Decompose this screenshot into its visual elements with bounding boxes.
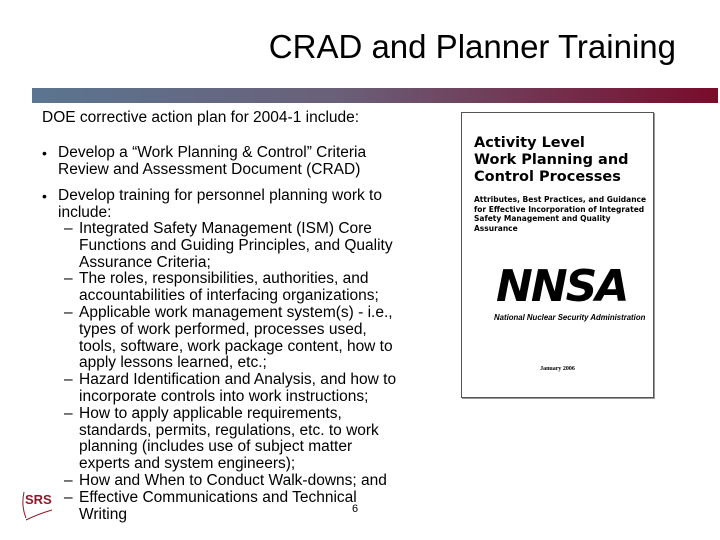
page-number: 6 bbox=[352, 503, 359, 515]
bullet-line: Develop training for personnel planning work to bbox=[58, 187, 382, 204]
bullet-line: include: bbox=[58, 203, 112, 221]
sub-item-line: How and When to Conduct Walk-downs; and bbox=[79, 471, 387, 489]
sub-item-line: Effective Communications and Technical bbox=[79, 488, 357, 506]
document-cover-image bbox=[461, 112, 654, 398]
sub-item-line: How to apply applicable requirements, bbox=[79, 404, 342, 422]
intro-text: DOE corrective action plan for 2004-1 include: bbox=[42, 109, 360, 126]
srs-logo: SRS bbox=[20, 488, 54, 524]
sub-item-line: Integrated Safety Management (ISM) Core bbox=[79, 220, 372, 237]
title-divider-bar bbox=[32, 88, 718, 103]
sub-item-line: standards, permits, regulations, etc. to work bbox=[79, 421, 379, 439]
sub-item bbox=[64, 372, 444, 406]
dash-icon: – bbox=[64, 404, 73, 422]
sub-item-line: tools, software, work package content, how to bbox=[79, 337, 393, 355]
bullet-icon: • bbox=[42, 188, 47, 204]
dash-icon: – bbox=[64, 270, 73, 288]
document-date: January 2006 bbox=[540, 366, 575, 372]
sub-item bbox=[64, 490, 444, 524]
bullet-line: Develop a “Work Planning & Control” Criteria bbox=[58, 144, 367, 161]
sub-item-line: apply lessons learned, etc.; bbox=[79, 354, 267, 372]
bullet-crad bbox=[42, 145, 442, 179]
document-subtitle: Attributes, Best Practices, and Guidance for Effective Incorporation of Integrated Safety Management and Quality Assurance bbox=[474, 195, 647, 233]
sub-item-line: planning (includes use of subject matter bbox=[79, 438, 353, 456]
nnsa-logo: NNSA bbox=[496, 261, 628, 312]
dash-icon: – bbox=[64, 371, 73, 389]
sub-item bbox=[64, 271, 444, 305]
dash-icon: – bbox=[64, 303, 73, 321]
sub-item bbox=[64, 305, 444, 372]
sub-item bbox=[64, 406, 444, 473]
sub-item bbox=[64, 473, 444, 490]
document-heading: Activity Level Work Planning and Control Processes bbox=[474, 135, 629, 185]
sub-item-line: types of work performed, processes used, bbox=[79, 320, 367, 338]
sub-item-line: Applicable work management system(s) - i.e., bbox=[79, 303, 393, 321]
sub-item-line: The roles, responsibilities, authorities, and bbox=[79, 270, 369, 288]
document-org: National Nuclear Security Administration bbox=[494, 313, 646, 322]
training-subitems bbox=[64, 221, 444, 523]
sub-item-line: Assurance Criteria; bbox=[79, 253, 211, 271]
dash-icon: – bbox=[64, 471, 73, 489]
bullet-training bbox=[42, 188, 442, 222]
dash-icon: – bbox=[64, 488, 73, 506]
dash-icon: – bbox=[64, 220, 73, 237]
sub-item-line: incorporate controls into work instructions; bbox=[79, 387, 369, 405]
sub-item-line: Hazard Identification and Analysis, and how to bbox=[79, 371, 397, 389]
sub-item-line: Functions and Guiding Principles, and Quality bbox=[79, 236, 393, 254]
bullet-icon: • bbox=[42, 145, 47, 161]
sub-item-line: accountabilities of interfacing organizations; bbox=[79, 287, 379, 305]
bullet-line: Review and Assessment Document (CRAD) bbox=[58, 160, 361, 178]
sub-item bbox=[64, 221, 444, 271]
sub-item-line: Writing bbox=[79, 505, 127, 523]
slide-title: CRAD and Planner Training bbox=[268, 28, 676, 65]
sub-item-line: experts and system engineers); bbox=[79, 455, 296, 473]
